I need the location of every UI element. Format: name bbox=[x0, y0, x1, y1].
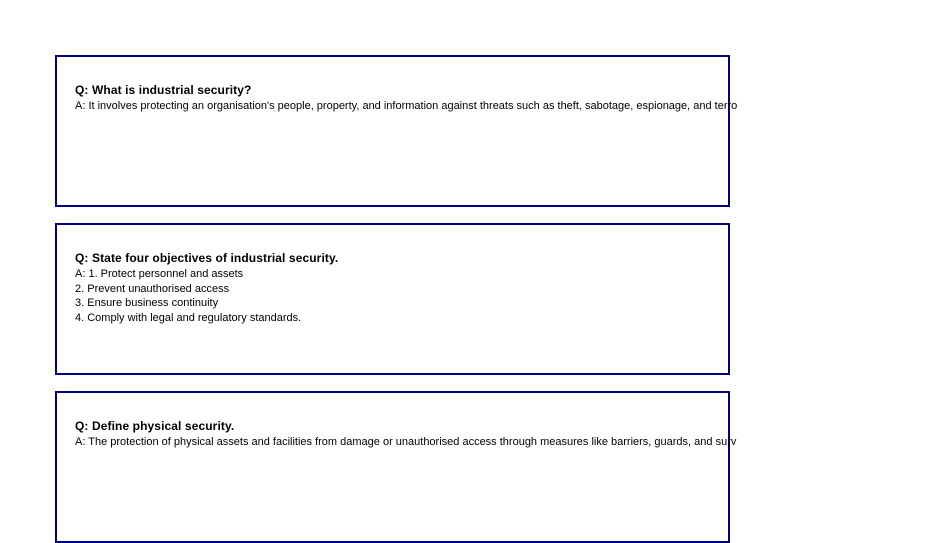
flashcard-answer-line-4: 4. Comply with legal and regulatory standards. bbox=[75, 311, 302, 324]
flashcard-answer-line-2: 2. Prevent unauthorised access bbox=[75, 282, 230, 295]
flashcard-content bbox=[75, 417, 928, 450]
flashcard-physical-security[interactable] bbox=[55, 391, 737, 543]
flashcard-question: Q: What is industrial security? bbox=[75, 83, 252, 97]
flashcard-answer-line-1: A: 1. Protect personnel and assets bbox=[75, 268, 244, 280]
flashcard-objectives[interactable] bbox=[55, 223, 730, 375]
flashcard-question: Q: Define physical security. bbox=[75, 419, 235, 433]
flashcard-industrial-security[interactable] bbox=[55, 55, 738, 207]
flashcard-content bbox=[75, 249, 928, 325]
flashcard-answer: A: The protection of physical assets and facilities from damage or unauthorised access through measures like barriers, guards, and surv bbox=[75, 436, 737, 448]
flashcard-content bbox=[75, 81, 928, 114]
flashcard-answer: A: It involves protecting an organisation's people, property, and information against threats such as theft, sabotage, espionage, and terro bbox=[75, 100, 738, 112]
flashcard-question: Q: State four objectives of industrial security. bbox=[75, 251, 339, 265]
flashcard-answer-line-3: 3. Ensure business continuity bbox=[75, 297, 219, 309]
